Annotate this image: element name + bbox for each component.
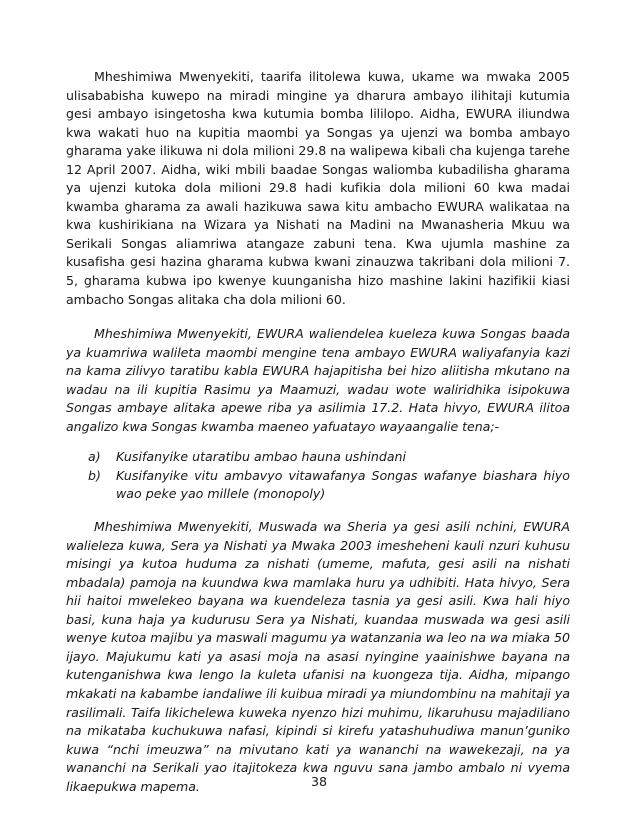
list-item — [66, 448, 570, 467]
document-page — [66, 68, 570, 796]
paragraph: Mheshimiwa Mwenyekiti, EWURA waliendelea kueleza kuwa Songas baada ya kuamriwa walileta maombi mengine tena ambayo EWURA waliyafanyia kazi na kama zilivyo taratibu kabla EWURA hajapitisha bei hizo aliitisha mkutano na wadau na ili kupitia Rasimu ya Maamuzi, wadau wote waliridhika isipokuwa Songas ambaye alitaka apewe riba ya asilimia 17.2. Hata hivyo, EWURA ilitoa angalizo kwa Songas kwamba maeneo yafuatayo wayaangalie tena;- — [66, 326, 570, 434]
paragraph: Mheshimiwa Mwenyekiti, Muswada wa Sheria ya gesi asili nchini, EWURA walieleza kuwa, Sera ya Nishati ya Mwaka 2003 imesheheni kauli nzuri kuhusu misingi ya kutoa huduma za nishati (umeme, mafuta, gesi asili na nishati mbadala) pamoja na kuundwa kwa mamlaka huru ya udhibiti. Hata hivyo, Sera hii haitoi mwelekeo bayana wa kuendeleza tasnia ya gesi asili. Kwa hali hiyo basi, kuna haja ya kudurusu Sera ya Nishati, kuandaa muswada wa gesi asili wenye kutoa majibu ya maswali magumu ya watanzania wa leo na wa miaka 50 ijayo. Majukumu kati ya asasi moja na asasi nyingine yaainishwe bayana na kutenganishwa kwa lengo la kuleta ufanisi na kuongeza tija. Aidha, mipango mkakati na kabambe iandaliwe ili kuibua miradi ya miundombinu na mahitaji ya rasilimali. Taifa likichelewa kuweka nyenzo hizi muhimu, likaruhusu majadiliano na mikataba kuchukuwa nafasi, kipindi si kirefu yatashuhudiwa manun’guniko kuwa “nchi imeuzwa” na mivutano kati ya wananchi na wawekezaji, na ya wananchi na Serikali yao itajitokeza kwa nguvu sana jambo ambalo ni vyema likaepukwa mapema. — [66, 519, 570, 794]
paragraph: Mheshimiwa Mwenyekiti, taarifa ilitolewa kuwa, ukame wa mwaka 2005 ulisababisha kuwepo na miradi mingine ya dharura ambayo ilihitaji kutumia gesi ambayo isingetosha kwa kutumia bomba lililopo. Aidha, EWURA iliundwa kwa wakati huo na kupitia maombi ya Songas ya ujenzi wa bomba ambayo gharama yake ilikuwa ni dola milioni 29.8 na walipewa kibali cha kujenga tarehe 12 April 2007. Aidha, wiki mbili baadae Songas waliomba kubadilisha gharama ya ujenzi kutoka dola milioni 29.8 hadi kufikia dola milioni 60 kwa madai kwamba gharama za awali hazikuwa sawa kitu ambacho EWURA walikataa na kwa kushirikiana na Wizara ya Nishati na Madini na Mwanasheria Mkuu wa Serikali Songas aliamriwa atangaze zabuni tena. Kwa ujumla mashine za kusafisha gesi hazina gharama kubwa kwani zinauzwa takribani dola milioni 7. 5, gharama kubwa ipo kwenye kuunganisha hizo mashine lakini hazifikii kiasi ambacho Songas alitaka cha dola milioni 60. — [66, 69, 570, 307]
bullet-list — [66, 448, 570, 504]
list-item-text: Kusifanyike utaratibu ambao hauna ushindani — [116, 449, 407, 465]
list-item-text: Kusifanyike vitu ambavyo vitawafanya Songas wafanye biashara hiyo wao peke yao millele — [116, 467, 570, 502]
page-number: 38 — [310, 774, 328, 789]
list-item — [66, 467, 570, 504]
list-item-emphasis: (monopoly) — [253, 486, 326, 502]
list-marker: b) — [88, 467, 101, 483]
list-marker: a) — [88, 449, 101, 465]
